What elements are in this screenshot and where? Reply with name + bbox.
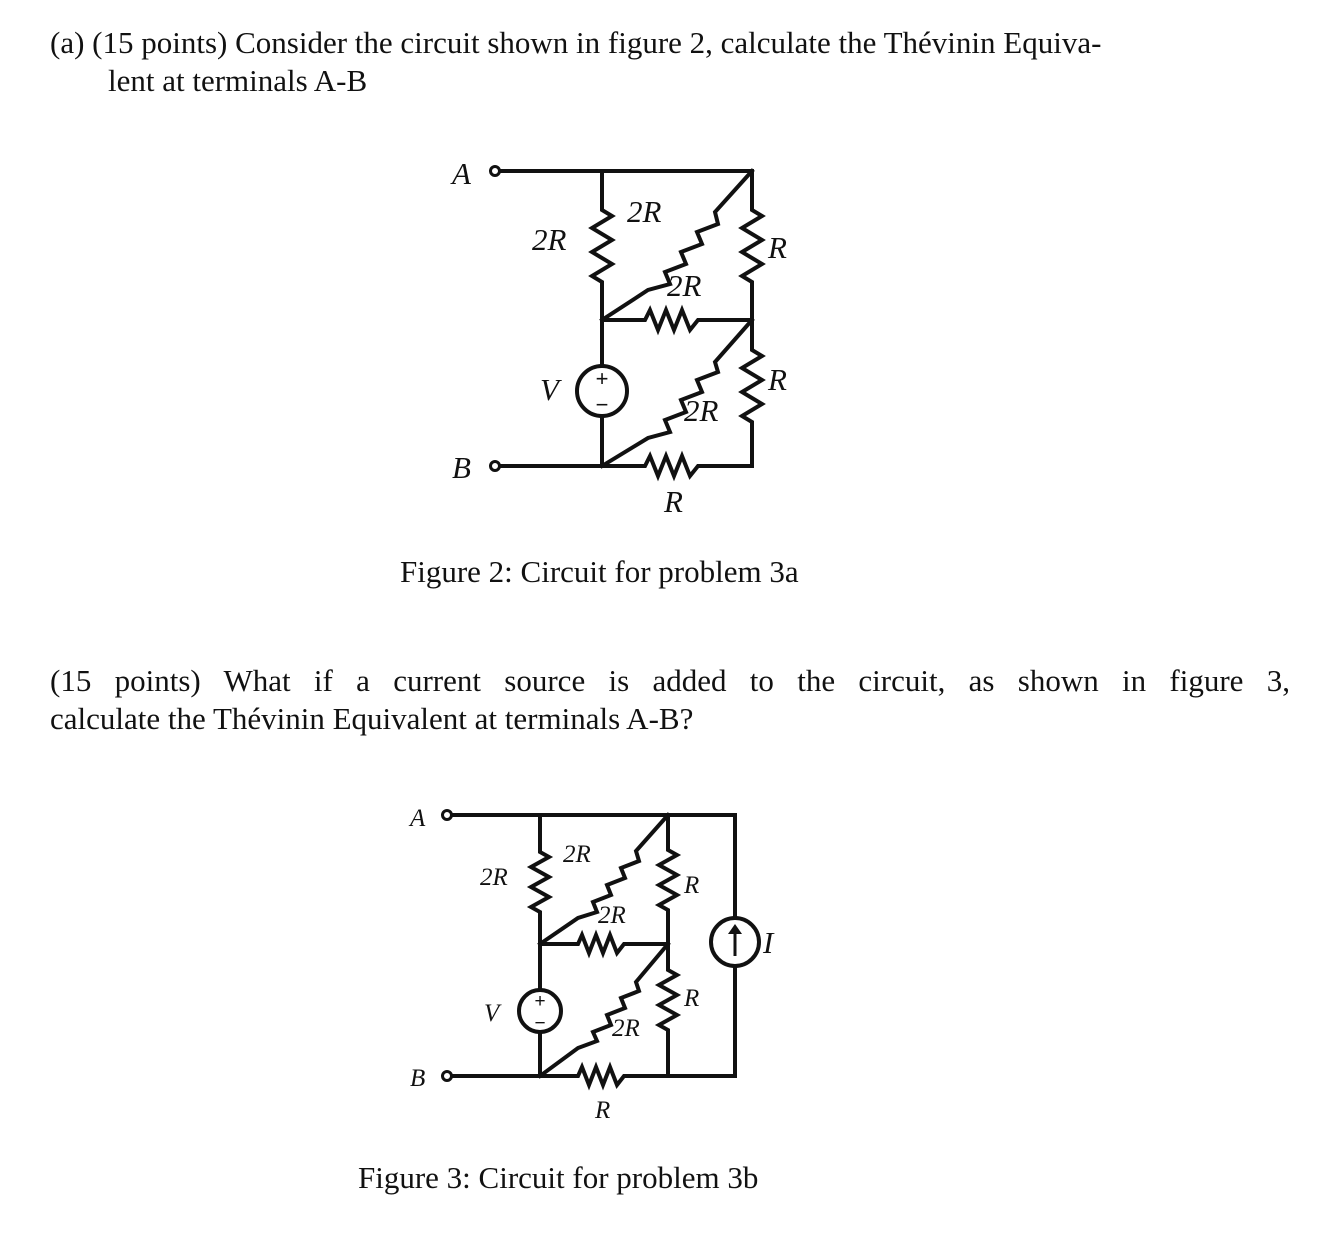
problem-3b-line-2: calculate the Thévinin Equivalent at terminals A-B? <box>50 701 694 736</box>
current-source-branch <box>668 966 735 1076</box>
figure-3-caption: Figure 3: Circuit for problem 3b <box>358 1160 759 1195</box>
label-2r-top-diagonal: 2R <box>563 841 591 868</box>
terminal-b-label: B <box>452 450 471 485</box>
terminal-a-label: A <box>452 156 471 191</box>
label-2r-left: 2R <box>532 222 567 257</box>
label-r-right-top: R <box>768 230 787 265</box>
terminal-a-label: A <box>410 805 426 832</box>
current-source-arrowhead-icon <box>728 924 742 934</box>
label-r-right-bottom: R <box>768 362 787 397</box>
label-2r-middle: 2R <box>598 902 626 929</box>
label-r-bottom: R <box>595 1097 611 1124</box>
label-r-right-bottom: R <box>684 985 700 1012</box>
label-2r-top-diagonal: 2R <box>627 194 662 229</box>
problem-3b-line-1: (15 points) What if a current source is added to the circuit, as shown in figure 3, <box>50 663 1290 698</box>
voltage-source-plus: + <box>595 366 609 391</box>
resistor-r-bottom <box>540 1067 668 1085</box>
label-v: V <box>540 372 559 407</box>
resistor-2r-middle <box>540 935 668 953</box>
resistor-2r-left <box>531 815 549 944</box>
label-v: V <box>484 1000 500 1027</box>
label-2r-lower-diagonal: 2R <box>612 1015 640 1042</box>
voltage-source-minus: − <box>534 1013 546 1034</box>
resistor-r-right-top <box>659 815 677 944</box>
voltage-source-plus: + <box>534 991 546 1012</box>
problem-3a-line-2: lent at terminals A-B <box>108 63 368 98</box>
voltage-source-minus: − <box>595 392 609 417</box>
label-2r-left: 2R <box>480 864 508 891</box>
resistor-r-right-bottom <box>659 944 677 1076</box>
label-2r-lower-diagonal: 2R <box>684 393 719 428</box>
label-r-right-top: R <box>684 872 700 899</box>
label-i: I <box>763 925 774 960</box>
figure-2-caption: Figure 2: Circuit for problem 3a <box>400 554 799 589</box>
label-2r-middle: 2R <box>667 268 702 303</box>
label-r-bottom: R <box>664 484 683 519</box>
problem-3a-line-1: (a) (15 points) Consider the circuit shown in figure 2, calculate the Thévinin Equiva- <box>50 25 1102 60</box>
terminal-b-label: B <box>410 1065 426 1092</box>
